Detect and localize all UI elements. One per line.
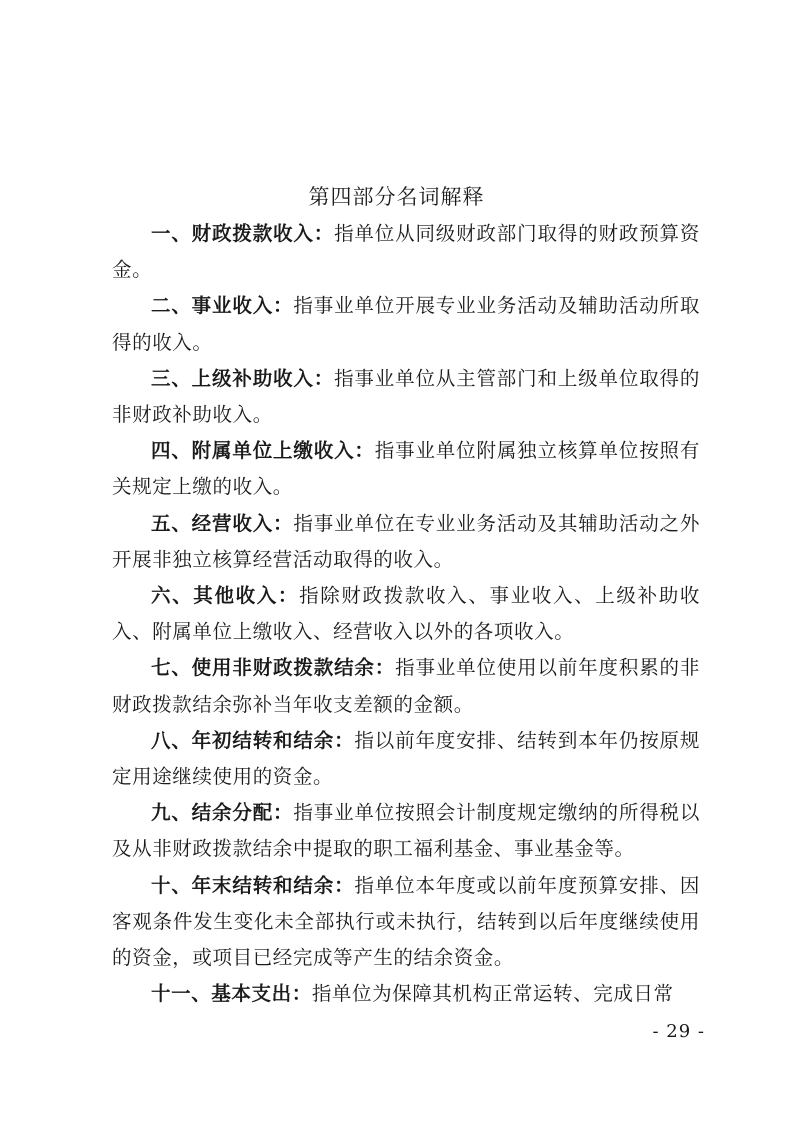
definition-text: 指事业单位从主管部门和上级单位取得的非财政补助收入。 <box>112 366 700 427</box>
definition-text: 指事业单位使用以前年度积累的非财政拨款结余弥补当年收支差额的金额。 <box>112 656 700 716</box>
definition-term: 十、年末结转和结余： <box>151 873 355 897</box>
definition-paragraph <box>112 506 700 578</box>
definition-paragraph <box>112 288 700 360</box>
definition-term: 七、使用非财政拨款结余： <box>151 656 396 680</box>
definition-text: 指事业单位按照会计制度规定缴纳的所得税以及从非财政拨款结余中提取的职工福利基金、事业基金等。 <box>112 801 700 861</box>
definition-text: 指事业单位开展专业业务活动及辅助活动所取得的收入。 <box>112 294 700 354</box>
definition-text: 指以前年度安排、结转到本年仍按原规定用途继续使用的资金。 <box>112 728 700 789</box>
definition-term: 一、财政拨款收入： <box>151 222 335 245</box>
definition-paragraph <box>112 976 700 1012</box>
definition-text: 指单位从同级财政部门取得的财政预算资金。 <box>112 222 700 282</box>
definition-term: 五、经营收入： <box>151 511 294 535</box>
definition-text: 指事业单位在专业业务活动及其辅助活动之外开展非独立核算经营活动取得的收入。 <box>112 511 700 571</box>
definition-paragraph <box>112 868 700 977</box>
definition-term: 十一、基本支出： <box>151 982 312 1006</box>
page-number: - 29 - <box>652 1021 705 1042</box>
definition-text: 指除财政拨款收入、事业收入、上级补助收入、附属单位上缴收入、经营收入以外的各项收入。 <box>112 584 700 644</box>
definition-term: 六、其他收入： <box>151 584 300 608</box>
definition-text: 指事业单位附属独立核算单位按照有关规定上缴的收入。 <box>112 439 700 499</box>
definition-paragraph <box>112 433 700 505</box>
definition-text: 指单位本年度或以前年度预算安排、因客观条件发生变化未全部执行或未执行，结转到以后年度继续使用的资金，或项目已经完成等产生的结余资金。 <box>112 873 700 970</box>
definition-term: 二、事业收入： <box>151 294 294 318</box>
definition-paragraph <box>112 361 700 433</box>
definition-term: 八、年初结转和结余： <box>151 728 355 752</box>
definition-term: 九、结余分配： <box>151 801 294 825</box>
definition-text: 指单位为保障其机构正常运转、完成日常 <box>311 982 674 1006</box>
section-title: 第四部分名词解释 <box>308 185 485 209</box>
definition-term: 四、附属单位上缴收入： <box>151 439 375 463</box>
definition-term: 三、上级补助收入： <box>151 366 335 390</box>
definition-paragraph <box>112 650 700 722</box>
definition-paragraph <box>112 216 700 288</box>
definitions-body <box>112 216 700 1012</box>
definition-paragraph <box>112 795 700 867</box>
definition-paragraph <box>112 578 700 650</box>
definition-paragraph <box>112 723 700 795</box>
